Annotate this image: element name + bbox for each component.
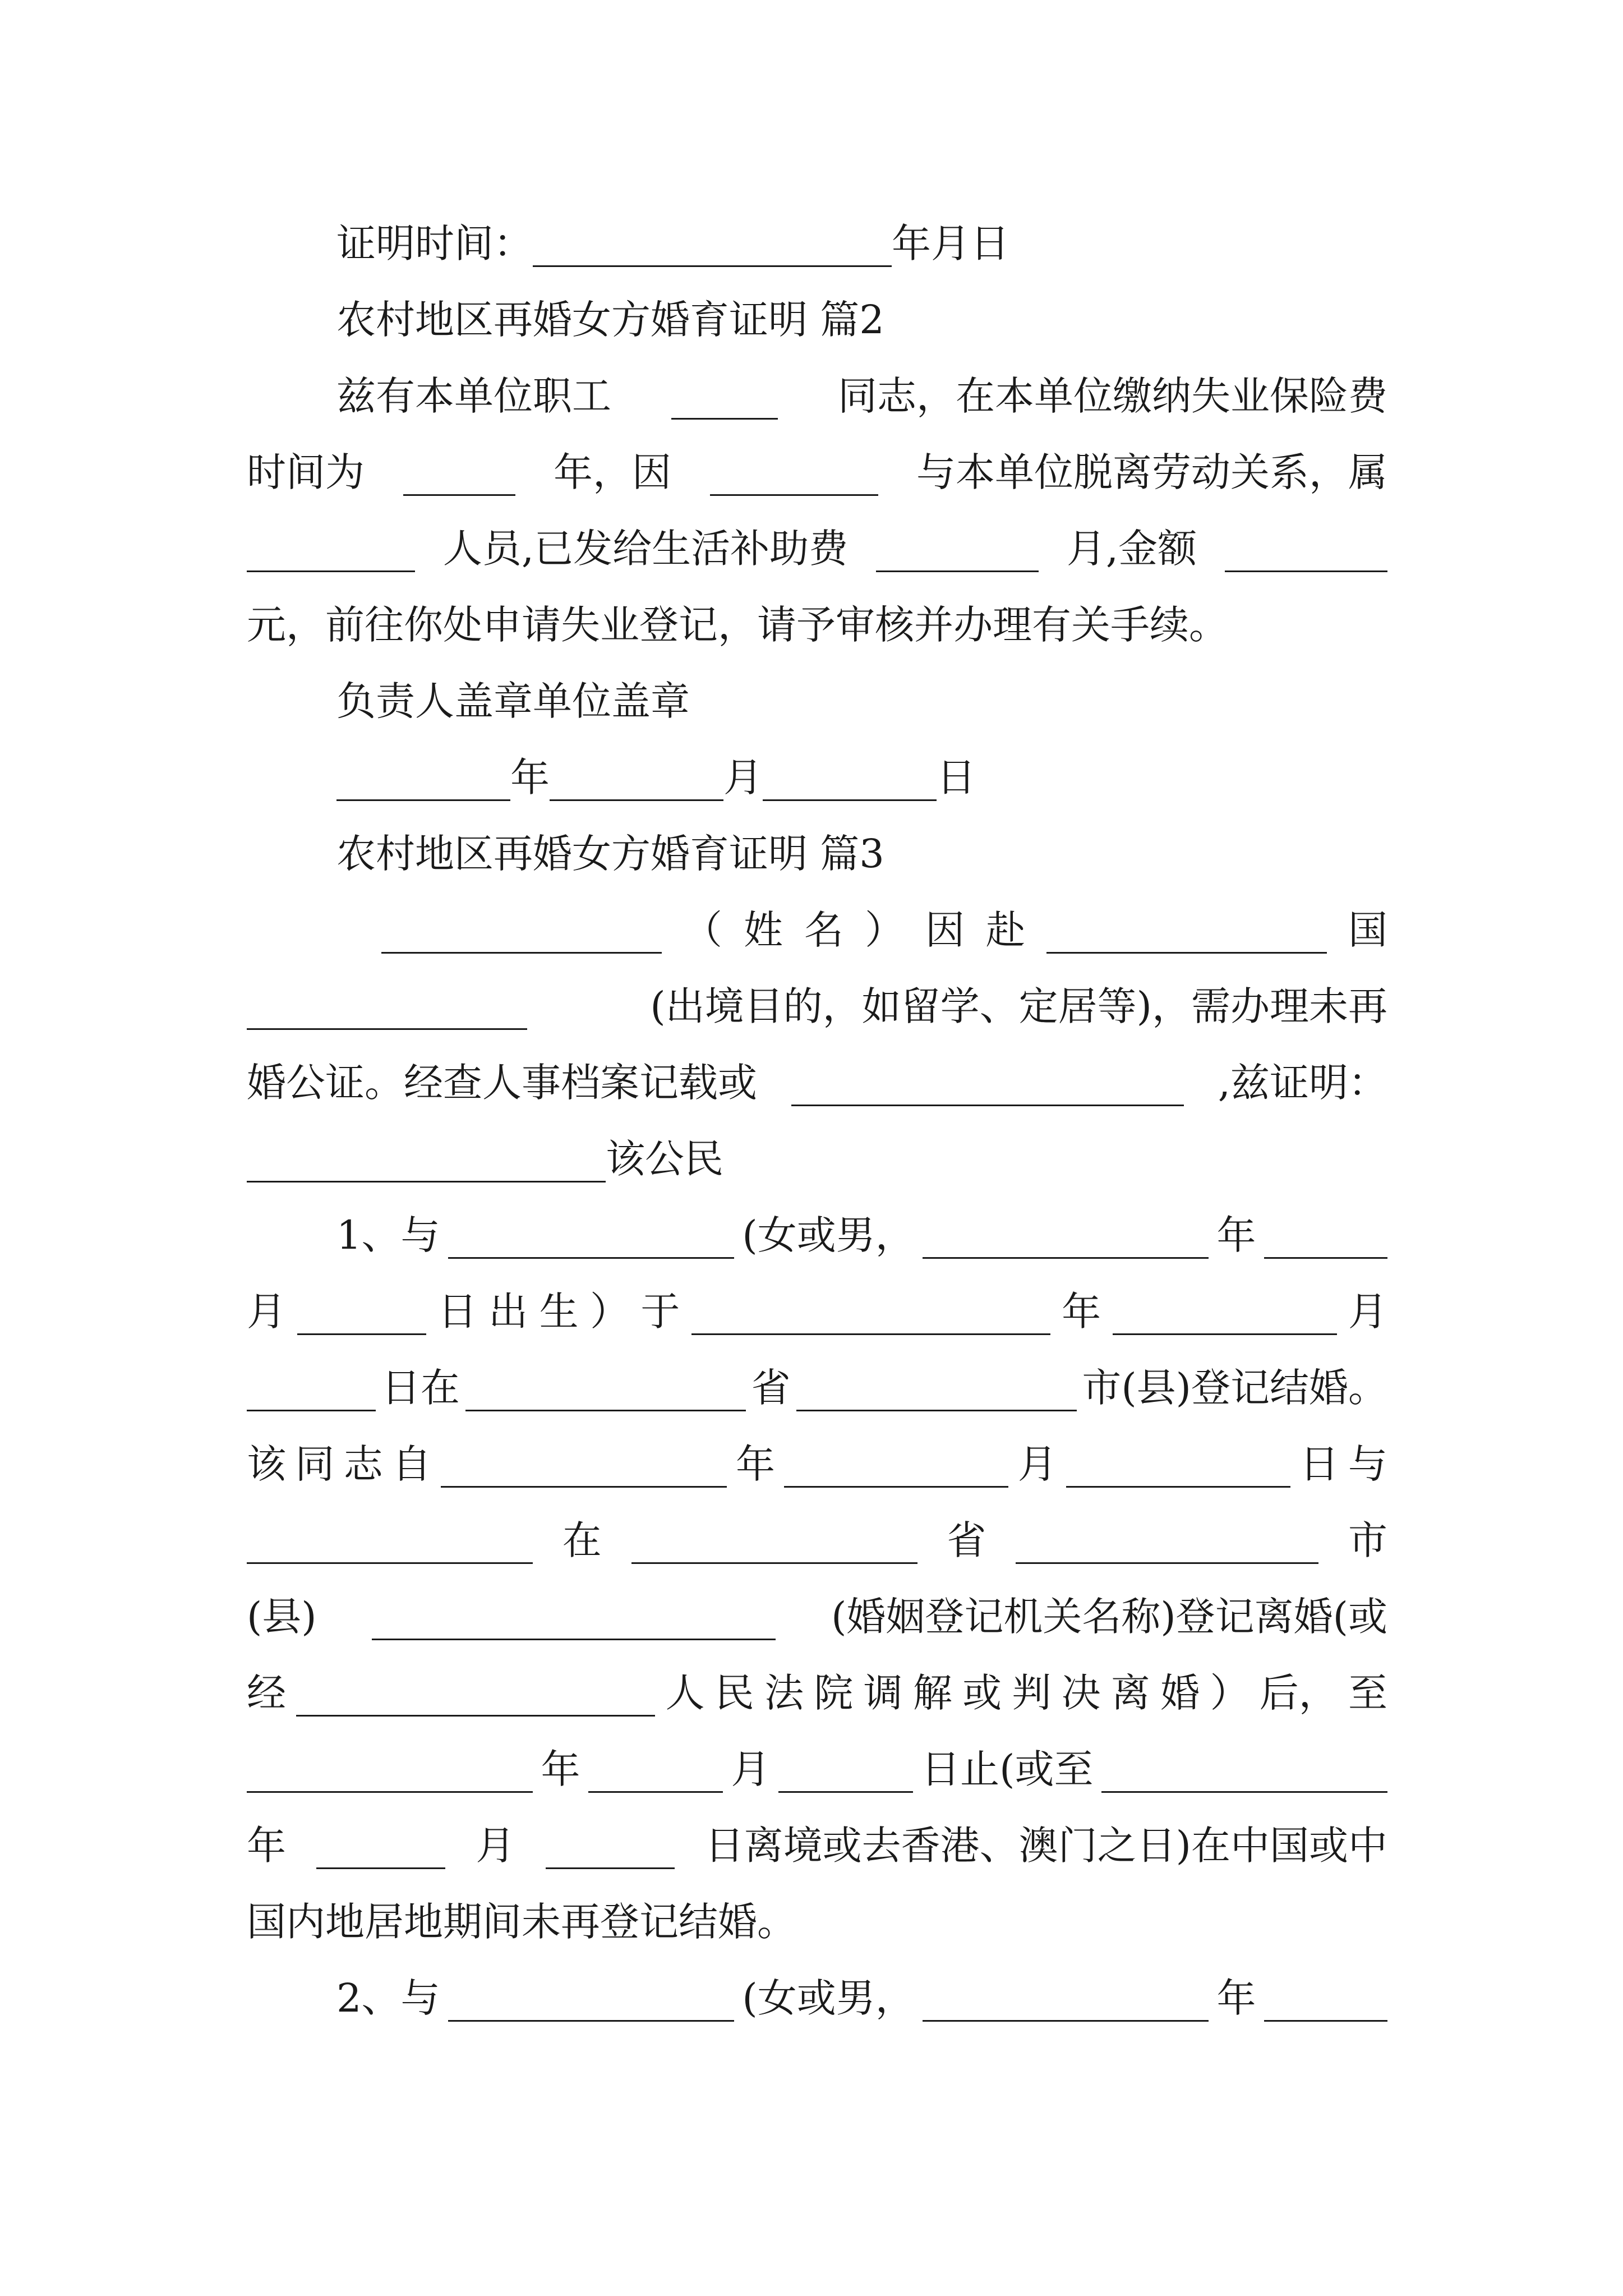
text-run: ） <box>1210 1670 1249 1716</box>
paragraph-line <box>247 525 1387 572</box>
signature-date-line <box>336 754 1387 801</box>
text-run: （ <box>683 907 722 953</box>
text-run: (女或男， <box>742 1212 915 1258</box>
birth-month-blank[interactable] <box>1264 1220 1387 1259</box>
paragraph-line <box>247 1441 1387 1488</box>
country-blank[interactable] <box>1046 915 1327 954</box>
text-run: 解 <box>912 1670 952 1716</box>
paragraph-line <box>247 1517 1387 1564</box>
divorce-province-blank[interactable] <box>631 1525 917 1564</box>
text-run: 同 <box>295 1441 335 1487</box>
text-run: 姓 <box>744 907 783 953</box>
text-run: 或 <box>962 1670 1002 1716</box>
marriage-month-blank[interactable] <box>1113 1296 1337 1335</box>
text-run: 与 <box>1348 1441 1387 1487</box>
months-blank[interactable] <box>876 533 1039 572</box>
text-run: 年 <box>541 1746 580 1792</box>
text-run: 年 <box>247 1823 286 1869</box>
text-run: 在 <box>562 1517 602 1563</box>
text-run: 志 <box>343 1441 383 1487</box>
name-blank[interactable] <box>381 915 662 954</box>
section-heading-3: 农村地区再婚女方婚育证明 篇3 <box>336 831 884 877</box>
text-run: 月 <box>731 1746 771 1792</box>
departure-day-blank[interactable] <box>546 1830 675 1869</box>
text-run: 院 <box>814 1670 854 1716</box>
text-run: 日离境或去香港、澳门之日)在中国或中 <box>704 1823 1387 1869</box>
text-run: 1、与 <box>336 1212 440 1258</box>
birth-year-blank[interactable] <box>923 1220 1209 1259</box>
paragraph-line <box>247 449 1387 496</box>
text-run: 市(县)登记结婚。 <box>1082 1365 1387 1411</box>
certificate-date-line <box>336 220 1387 267</box>
paragraph-line <box>247 1288 1387 1335</box>
text-run: 决 <box>1061 1670 1101 1716</box>
text-run: 日止(或至 <box>921 1746 1094 1792</box>
record-blank[interactable] <box>791 1068 1184 1106</box>
text-run: 月 <box>1348 1289 1387 1335</box>
paragraph-line: 元，前往你处申请失业登记，请予审核并办理有关手续。 <box>247 602 1228 648</box>
paragraph-line: 国内地居地期间未再登记结婚。 <box>247 1899 796 1945</box>
text-run: ） <box>865 907 904 953</box>
text-run: 至 <box>1348 1670 1387 1716</box>
text-run: 同志，在本单位缴纳失业保险费 <box>838 373 1387 419</box>
employee-name-blank[interactable] <box>671 381 778 420</box>
divorce-day-blank[interactable] <box>1066 1449 1290 1488</box>
text-run: 赴 <box>986 907 1025 953</box>
text-run: 2、与 <box>336 1975 440 2021</box>
certificate-date-label: 证明时间： <box>336 220 533 266</box>
paragraph-line <box>247 1669 1387 1717</box>
text-run: 月 <box>1017 1441 1057 1487</box>
purpose-blank[interactable] <box>247 991 527 1030</box>
text-run: 与本单位脱离劳动关系，属 <box>916 449 1387 495</box>
day-blank[interactable] <box>763 762 937 801</box>
text-run: 日在 <box>381 1365 460 1411</box>
text-run: 该 <box>247 1441 286 1487</box>
text-run: 出 <box>488 1289 528 1335</box>
marriage-day-blank[interactable] <box>247 1373 376 1411</box>
citizen-blank[interactable] <box>247 1144 606 1182</box>
text-run: 因 <box>925 907 965 953</box>
until-month-blank[interactable] <box>588 1754 723 1793</box>
text-run: 月 <box>247 1289 286 1335</box>
paragraph-line <box>247 1135 1387 1182</box>
text-run: ,兹证明： <box>1218 1060 1387 1106</box>
text-run: 调 <box>863 1670 903 1716</box>
text-run: 年，因 <box>554 449 671 495</box>
date-suffix: 年月日 <box>892 220 1009 266</box>
text-run: 月 <box>476 1823 515 1869</box>
text-run: 年 <box>735 1441 775 1487</box>
years-blank[interactable] <box>403 457 515 496</box>
departure-year-blank[interactable] <box>1101 1754 1387 1793</box>
text-run: 时间为 <box>247 449 365 495</box>
text-run: 月,金额 <box>1066 526 1197 572</box>
text-run: ） <box>589 1289 629 1335</box>
court-blank[interactable] <box>296 1678 655 1717</box>
marriage-province-blank[interactable] <box>465 1373 746 1411</box>
spouse-name-blank-2[interactable] <box>448 1983 734 2022</box>
departure-month-blank[interactable] <box>316 1830 445 1869</box>
paragraph-line <box>247 1059 1387 1106</box>
marriage-year-blank[interactable] <box>691 1296 1050 1335</box>
text-run: (县) <box>247 1594 317 1640</box>
amount-blank[interactable] <box>1225 533 1387 572</box>
spouse-name-blank[interactable] <box>448 1220 734 1259</box>
divorce-year-blank[interactable] <box>441 1449 727 1488</box>
divorce-month-blank[interactable] <box>784 1449 1008 1488</box>
paragraph-line <box>247 1746 1387 1793</box>
registry-authority-blank[interactable] <box>372 1602 776 1640</box>
text-run: 日 <box>1299 1441 1339 1487</box>
paragraph-line <box>247 1593 1387 1640</box>
until-year-blank[interactable] <box>247 1754 533 1793</box>
text-run: 市 <box>1348 1517 1387 1563</box>
text-run: 婚 <box>1160 1670 1200 1716</box>
text-run: 经 <box>247 1670 286 1716</box>
divorce-party-blank[interactable] <box>247 1525 533 1564</box>
category-blank[interactable] <box>247 533 415 572</box>
until-day-blank[interactable] <box>778 1754 913 1793</box>
text-run: 自 <box>392 1441 432 1487</box>
text-run: 生 <box>539 1289 579 1335</box>
text-run: 婚公证。经查人事档案记载或 <box>247 1060 757 1106</box>
year-blank[interactable] <box>336 762 510 801</box>
text-run: (婚姻登记机关名称)登记离婚(或 <box>831 1594 1387 1640</box>
month-blank[interactable] <box>550 762 723 801</box>
text-run: 人 <box>665 1670 705 1716</box>
text-run: 人员,已发给生活补助费 <box>442 526 849 572</box>
text-run: 年 <box>1062 1289 1101 1335</box>
text-run: 国 <box>1348 907 1387 953</box>
text-run: 名 <box>804 907 843 953</box>
marriage-city-blank[interactable] <box>796 1373 1077 1411</box>
reason-blank[interactable] <box>710 457 878 496</box>
paragraph-line <box>336 1212 1387 1259</box>
paragraph-line <box>247 983 1387 1030</box>
divorce-city-blank[interactable] <box>1016 1525 1318 1564</box>
text-run: 该公民 <box>606 1136 723 1182</box>
text-run: 离 <box>1110 1670 1150 1716</box>
text-run: (女或男， <box>742 1975 915 2021</box>
text-run: 法 <box>764 1670 804 1716</box>
text-run: 兹有本单位职工 <box>336 373 611 419</box>
text-run: 民 <box>714 1670 754 1716</box>
text-run: 省 <box>751 1365 791 1411</box>
paragraph-line <box>381 907 1387 954</box>
text-run: 年 <box>1216 1975 1256 2021</box>
text-run: 日 <box>437 1289 477 1335</box>
text-run: 后， <box>1259 1670 1338 1716</box>
text-run: 于 <box>640 1289 680 1335</box>
birth-month-blank-2[interactable] <box>1264 1983 1387 2022</box>
birth-year-blank-2[interactable] <box>923 1983 1209 2022</box>
text-run: 年 <box>510 754 550 800</box>
text-run: 日 <box>937 754 976 800</box>
text-run: (出境目的，如留学、定居等)，需办理未再 <box>650 983 1387 1029</box>
text-run: 月 <box>723 754 763 800</box>
birth-day-blank[interactable] <box>297 1296 426 1335</box>
paragraph-line <box>336 372 1387 420</box>
text-run: 判 <box>1012 1670 1052 1716</box>
paragraph-line <box>336 1975 1387 2022</box>
paragraph-line <box>247 1364 1387 1411</box>
date-blank[interactable] <box>533 228 892 267</box>
text-run: 年 <box>1216 1212 1256 1258</box>
section-heading-2: 农村地区再婚女方婚育证明 篇2 <box>336 297 884 343</box>
seal-line: 负责人盖章单位盖章 <box>336 678 690 724</box>
text-run: 省 <box>947 1517 986 1563</box>
paragraph-line <box>247 1822 1387 1869</box>
